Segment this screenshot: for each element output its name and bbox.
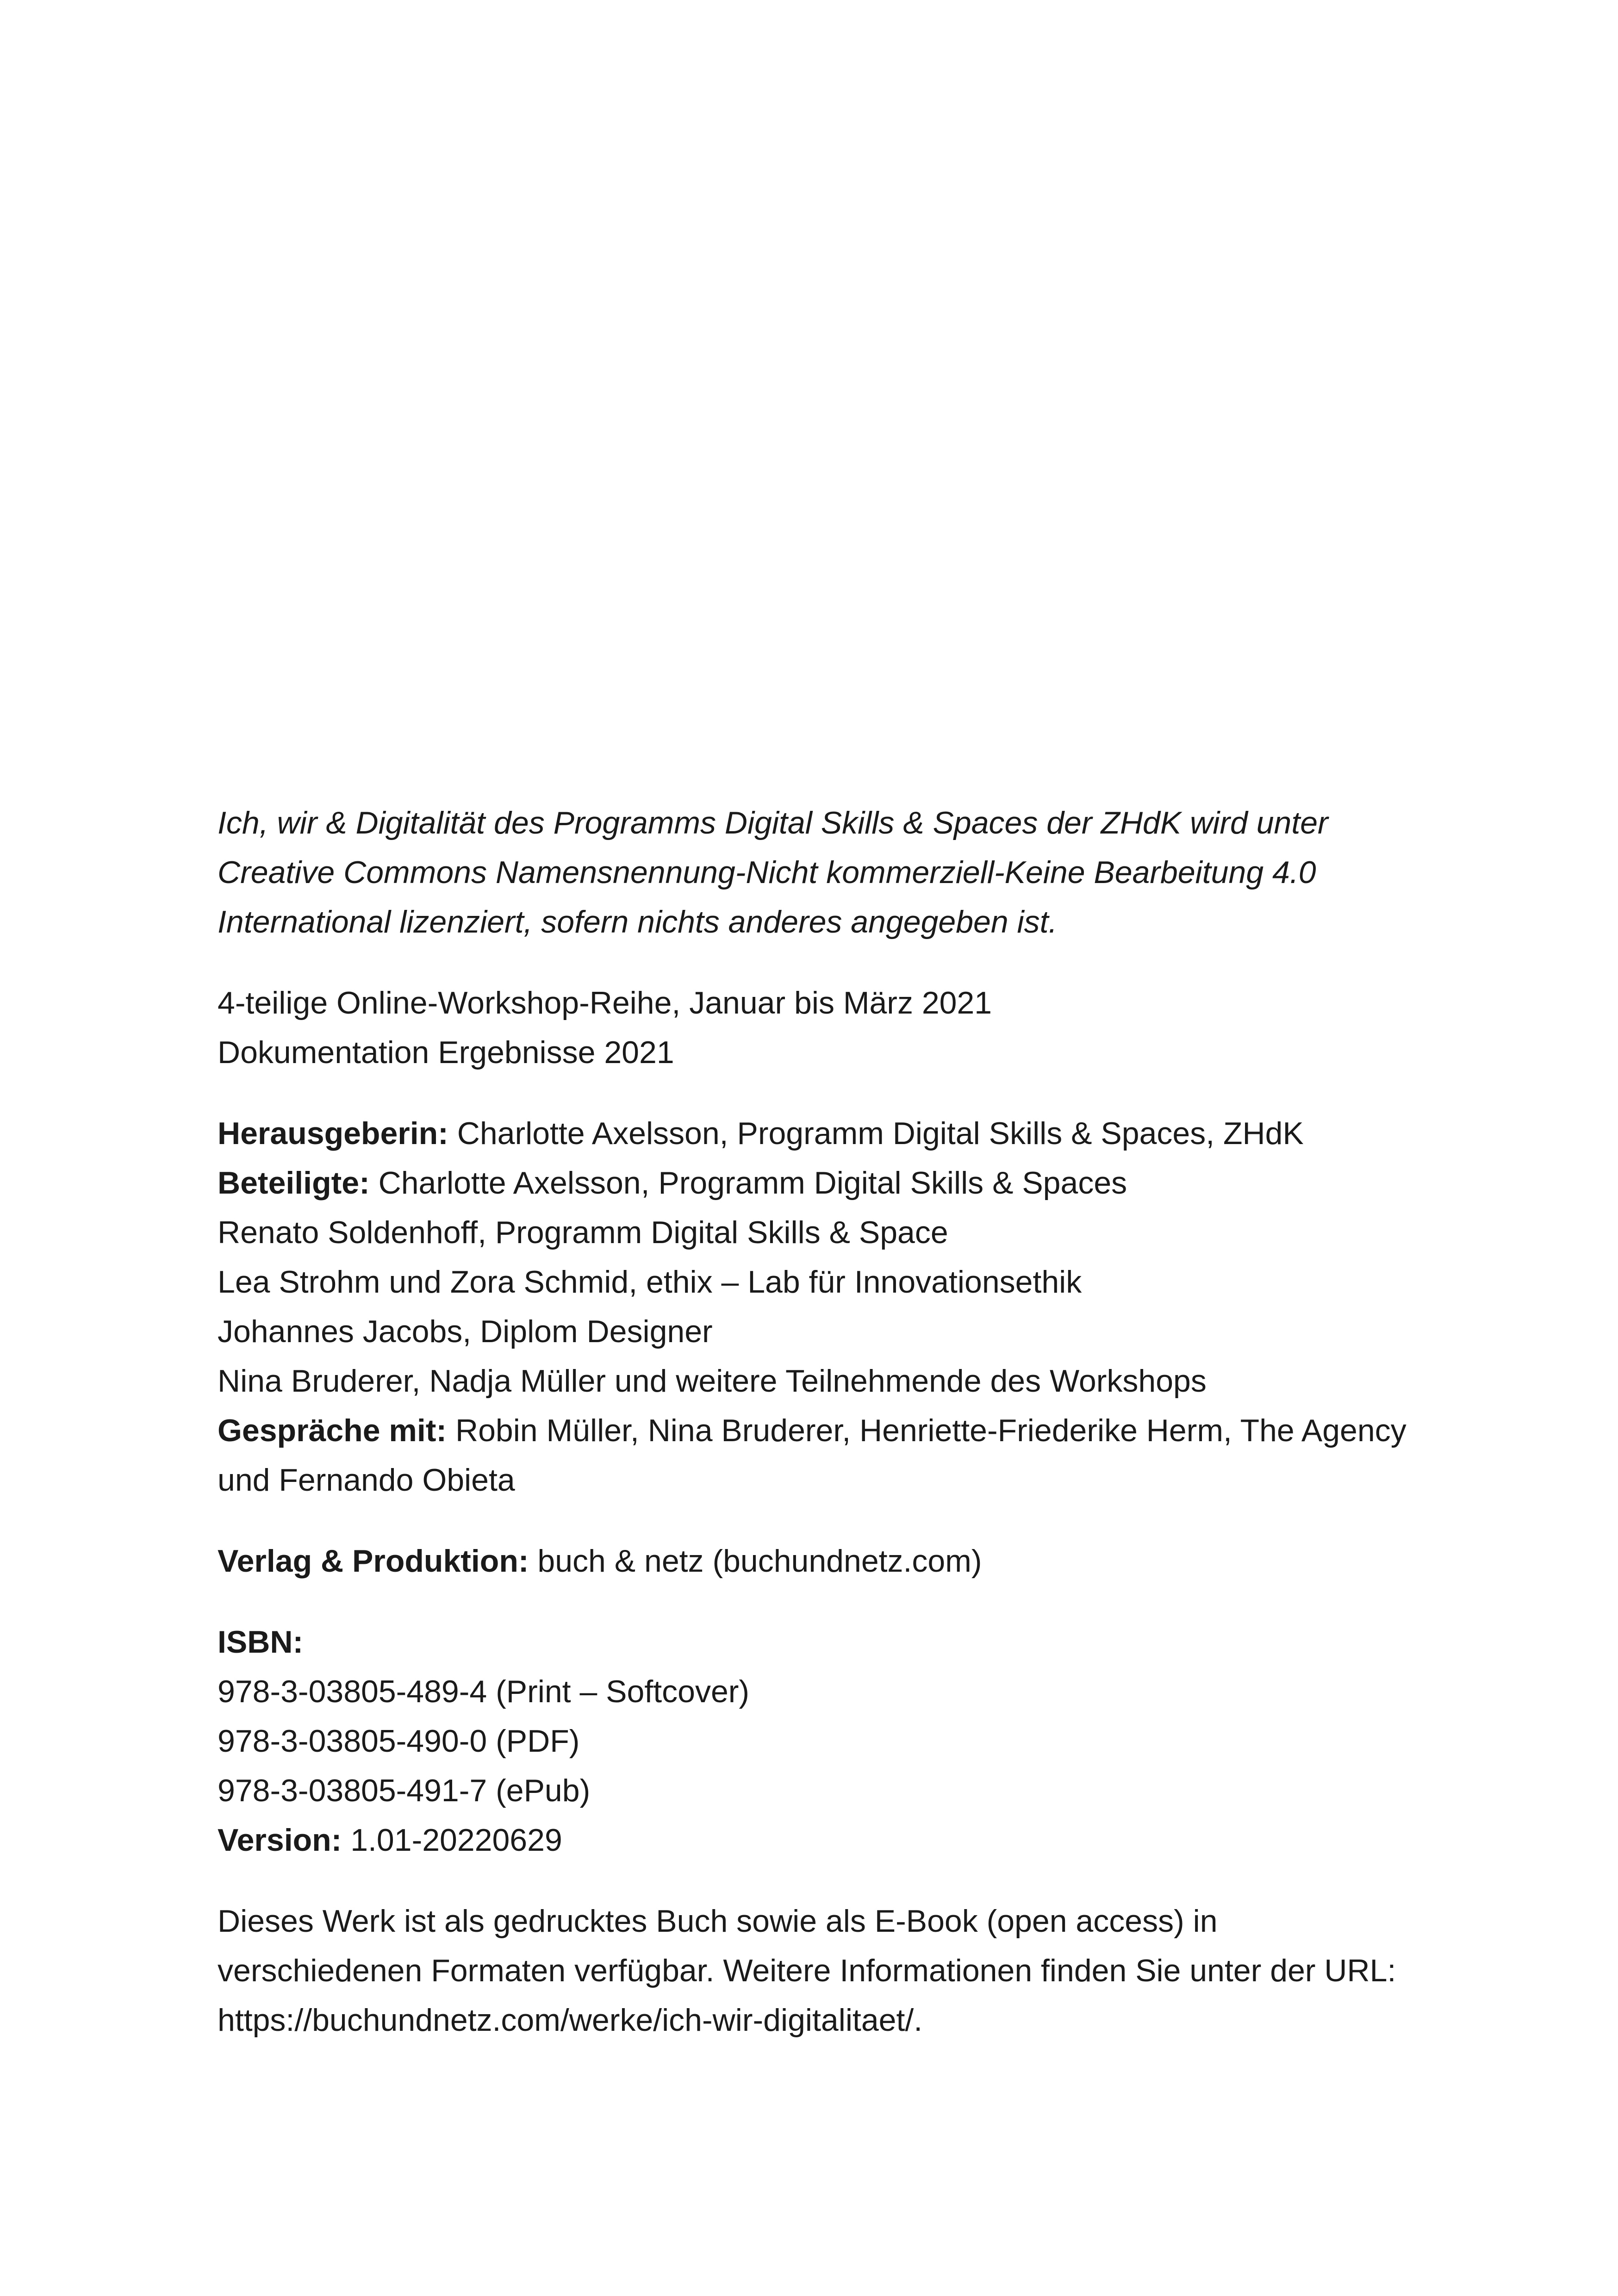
publisher-line xyxy=(218,1109,1430,1158)
contributor-line: Johannes Jacobs, Diplom Designer xyxy=(218,1314,713,1349)
version-label: Version: xyxy=(218,1823,342,1858)
contributors-line xyxy=(218,1158,1430,1208)
license-line: Creative Commons Namensnennung-Nicht kommerziell-Keine Bearbeitung 4.0 xyxy=(218,855,1316,890)
isbn-entry: 978-3-03805-489-4 (Print – Softcover) xyxy=(218,1674,750,1709)
contributors-label: Beteiligte: xyxy=(218,1165,370,1201)
license-line: International lizenziert, sofern nichts anderes angegeben ist. xyxy=(218,904,1058,940)
talks-line-cont: und Fernando Obieta xyxy=(218,1462,515,1498)
imprint-content xyxy=(218,798,1430,2077)
license-notice xyxy=(218,798,1430,947)
publisher-label: Herausgeberin: xyxy=(218,1116,448,1151)
publisher-value: Charlotte Axelsson, Programm Digital Skills & Spaces, ZHdK xyxy=(448,1116,1304,1151)
contributor-line: Lea Strohm und Zora Schmid, ethix – Lab für Innovationsethik xyxy=(218,1264,1082,1300)
availability-notice xyxy=(218,1897,1430,2045)
production-value: buch & netz (buchundnetz.com) xyxy=(529,1543,982,1579)
availability-line: Dieses Werk ist als gedrucktes Buch sowie als E-Book (open access) in xyxy=(218,1904,1218,1939)
availability-line: verschiedenen Formaten verfügbar. Weitere Informationen finden Sie unter der URL: xyxy=(218,1953,1396,1988)
version-value: 1.01-20220629 xyxy=(342,1823,562,1858)
isbn-entry: 978-3-03805-490-0 (PDF) xyxy=(218,1724,580,1759)
series-info xyxy=(218,978,1430,1077)
availability-url: https://buchundnetz.com/werke/ich-wir-digitalitaet/. xyxy=(218,2003,923,2038)
series-line: Dokumentation Ergebnisse 2021 xyxy=(218,1035,674,1070)
talks-label: Gespräche mit: xyxy=(218,1413,447,1448)
series-line: 4-teilige Online-Workshop-Reihe, Januar bis März 2021 xyxy=(218,985,992,1020)
production-label: Verlag & Produktion: xyxy=(218,1543,529,1579)
production-line xyxy=(218,1537,1430,1586)
talks-value: Robin Müller, Nina Bruderer, Henriette-Friederike Herm, The Agency xyxy=(447,1413,1406,1448)
contributor-line: Nina Bruderer, Nadja Müller und weitere Teilnehmende des Workshops xyxy=(218,1363,1207,1399)
isbn-entry: 978-3-03805-491-7 (ePub) xyxy=(218,1773,591,1808)
talks-line xyxy=(218,1406,1430,1456)
contributors-value: Charlotte Axelsson, Programm Digital Skills & Spaces xyxy=(369,1165,1127,1201)
contributor-line: Renato Soldenhoff, Programm Digital Skills & Space xyxy=(218,1215,948,1250)
license-line: Ich, wir & Digitalität des Programms Digital Skills & Spaces der ZHdK wird unter xyxy=(218,805,1328,840)
isbn-label: ISBN: xyxy=(218,1624,304,1660)
credits xyxy=(218,1109,1430,1505)
version-line xyxy=(218,1816,1430,1865)
isbn-section xyxy=(218,1618,1430,1865)
production xyxy=(218,1537,1430,1586)
